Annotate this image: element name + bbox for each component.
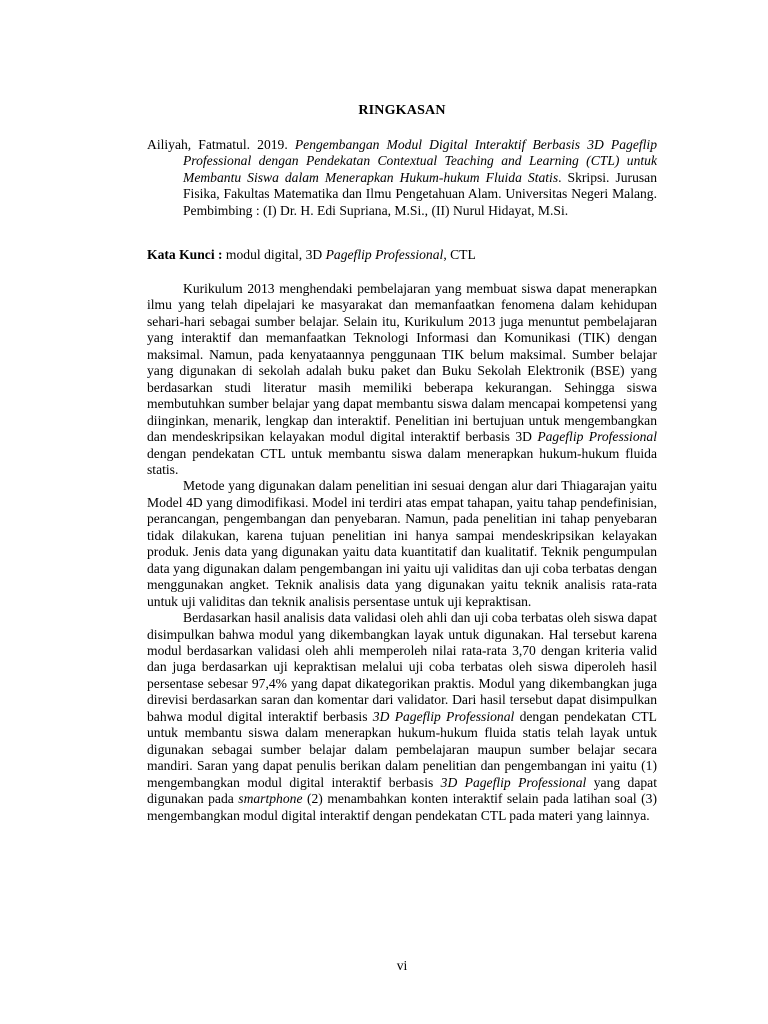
paragraph-1-italic: Pageflip Professional — [537, 429, 657, 445]
paragraph-3-text-b: dengan pendekatan CTL untuk membantu siswa dalam menerapkan hukum-hukum fluida statis telah layak untuk digunakan sebagai sumber belajar dalam pembelajaran maupun sumber belajar secara mandiri. Saran yang dapat penulis berikan dalam penelitian dan pengembangan ini yaitu (1) mengembangkan modul digital interaktif berbasis — [147, 708, 657, 790]
paragraph-3-text-a: Berdasarkan hasil analisis data validasi oleh ahli dan uji coba terbatas oleh siswa dapat disimpulkan bahwa modul yang dikembangkan layak untuk digunakan. Hal tersebut karena modul berdasarkan validasi oleh ahli memperoleh nilai rata-rata 3,70 dengan kriteria valid dan juga berdasarkan uji kepraktisan melalui uji coba terbatas oleh siswa diperoleh hasil persentase sebesar 97,4% yang dapat dikategorikan praktis. Modul yang dikembangkan juga direvisi berdasarkan saran dan komentar dari validator. Dari hasil tersebut dapat disimpulkan bahwa modul digital interaktif berbasis — [147, 610, 657, 724]
paragraph-3-italic-3: smartphone — [238, 791, 303, 807]
paragraph-3-italic-1: 3D Pageflip Professional — [372, 708, 515, 724]
paragraph-2: Metode yang digunakan dalam penelitian ini sesuai dengan alur dari Thiagarajan yaitu Model 4D yang dimodifikasi. Model ini terdiri atas empat tahapan, yaitu tahap pendefinisian, perancangan, pengembangan dan penyebaran. Namun, pada penelitian ini tahap penyebaran tidak dilakukan, karena tujuan penelitian ini hanya sampai mendeskripsikan kelayakan produk. Jenis data yang digunakan yaitu data kuantitatif dan kualitatif. Teknik pengumpulan data yang digunakan dalam pengembangan ini yaitu uji validitas dan uji coba terbatas dengan menggunakan angket. Teknik analisis data yang digunakan yaitu teknik analisis rata-rata untuk uji validitas dan teknik analisis persentase untuk uji kepraktisan. — [147, 478, 657, 609]
citation — [147, 137, 657, 219]
paragraph-1-text-a: Kurikulum 2013 menghendaki pembelajaran yang membuat siswa dapat menerapkan ilmu yang telah dipelajari ke masyarakat dan memanfaatkan fenomena dalam kehidupan sehari-hari sebagai sumber belajar. Selain itu, Kurikulum 2013 juga menuntut pembelajaran yang interaktif dan memanfaatkan Teknologi Informasi dan Komunikasi (TIK) dengan maksimal. Namun, pada kenyataannya penggunaan TIK belum maksimal. Sumber belajar yang digunakan di sekolah adalah buku paket dan Buku Sekolah Elektronik (BSE) yang berdasarkan studi literatur masih memiliki beberapa kekurangan. Sehingga siswa membutuhkan sumber belajar yang dapat membantu siswa dalam mencapai kompetensi yang diinginkan, menarik, lengkap dan interaktif. Penelitian ini bertujuan untuk mengembangkan dan mendeskripsikan kelayakan modul digital interaktif berbasis 3D — [147, 281, 657, 445]
keywords-italic: Pageflip Professional — [325, 247, 444, 262]
paragraph-3-text-d: (2) menambahkan konten interaktif selain pada latihan soal (3) mengembangkan modul digital interaktif dengan pendekatan CTL pada materi yang lainnya. — [147, 791, 657, 823]
page-number: vi — [396, 958, 408, 973]
citation-title: Pengembangan Modul Digital Interaktif Berbasis 3D Pageflip Professional dengan Pendekatan Contextual Teaching and Learning (CTL) untuk Membantu Siswa dalam Menerapkan Hukum-hukum Fluida Statis — [183, 137, 657, 185]
citation-details: . Skripsi. Jurusan Fisika, Fakultas Matematika dan Ilmu Pengetahuan Alam. Universitas Negeri Malang. Pembimbing : (I) Dr. H. Edi Supriana, M.Si., (II) Nurul Hidayat, M.Si. — [183, 169, 658, 218]
paragraph-3 — [147, 610, 657, 824]
summary-body — [147, 281, 657, 824]
keywords-line — [147, 247, 657, 263]
keywords-text-1: modul digital, 3D — [222, 247, 326, 262]
citation-authors: Ailiyah, Fatmatul. 2019. — [147, 137, 295, 152]
paragraph-3-italic-2: 3D Pageflip Professional — [440, 774, 587, 790]
paragraph-1-text-b: dengan pendekatan CTL untuk membantu siswa dalam menerapkan hukum-hukum fluida statis. — [147, 445, 657, 477]
paragraph-3-text-c: yang dapat digunakan pada — [147, 774, 657, 807]
paragraph-1 — [147, 281, 657, 478]
keywords-label: Kata Kunci : — [147, 247, 223, 262]
page-title: RINGKASAN — [358, 103, 446, 118]
keywords-text-2: , CTL — [443, 247, 476, 262]
